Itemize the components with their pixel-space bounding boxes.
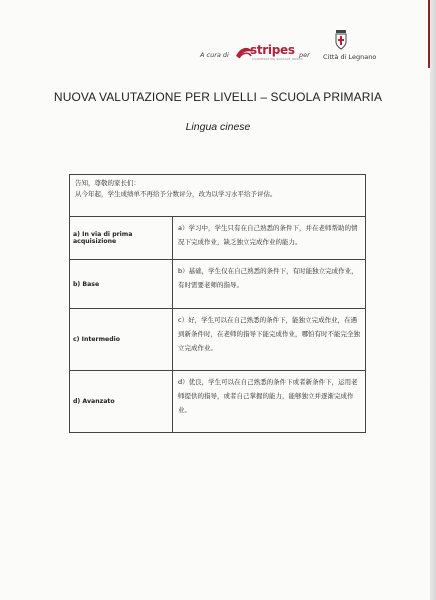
table-row [70,309,366,371]
table-row [70,260,366,309]
level-label: c) Intermedio [70,309,173,371]
stripes-logo-subtext: COOPERATIVA SOCIALE ONLUS [252,57,303,61]
a-cura-di-text: A cura di [200,51,229,59]
level-description: b）基础，学生仅在自己熟悉的条件下，有时能独立完成作业，有时需要老师的指导。 [173,260,366,309]
document-subject: Lingua cinese [185,121,251,133]
intro-notice: 从今年起，学生成绩单不再给予分数评分，改为以学习水平给予评估。 [75,190,277,198]
table-row [70,371,366,433]
legnano-crest-icon [333,30,349,50]
intro-cell [70,175,366,217]
level-description: c）好，学生可以在自己熟悉的条件下，能独立完成作业，在遇到新条件时，在老师的指导下能完成作业，哪怕有时不能完全独立完成作业。 [173,309,366,371]
table-row [70,217,366,260]
document-title: NUOVA VALUTAZIONE PER LIVELLI – SCUOLA PRIMARIA [53,90,383,104]
per-text: per [299,51,310,59]
intro-row [70,175,366,217]
intro-greeting: 告知，尊敬的家长们： [75,179,140,187]
level-label: d) Avanzato [70,371,173,433]
level-description: a）学习中，学生只有在自己熟悉的条件下，并在老师帮助的情况下完成作业，缺乏独立完成作业的能力。 [173,217,366,260]
header-logos [200,42,378,68]
evaluation-levels-table [69,174,366,433]
level-description: d）优良，学生可以在自己熟悉的条件下或者新条件下，运用老师提供的指导，或者自己掌握的能力，能够独立并逐渐完成作业。 [173,371,366,433]
stripes-logo-text: stripes [250,43,295,57]
level-label: b) Base [70,260,173,309]
level-label: a) In via di prima acquisizione [70,217,173,260]
city-name-text: Città di Legnano [323,53,377,61]
